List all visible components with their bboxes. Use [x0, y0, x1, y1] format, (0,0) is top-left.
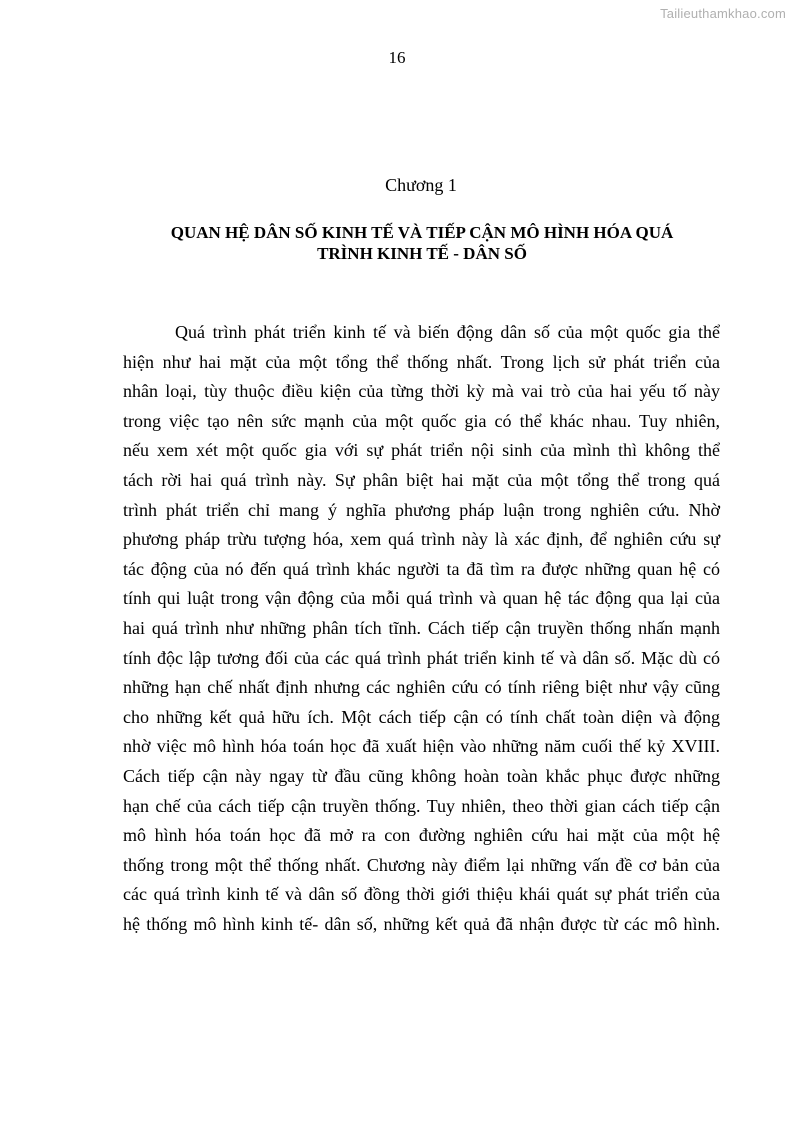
paragraph-line: hạn chế của cách tiếp cận truyền thống. Tuy nhiên, theo thời gian cách tiếp cận: [123, 795, 720, 816]
paragraph-line: phương pháp trừu tượng hóa, xem quá trình này là xác định, để nghiên cứu sự: [123, 529, 720, 550]
watermark: Tailieuthamkhao.com: [660, 6, 786, 21]
chapter-title-line: TRÌNH KINH TẾ - DÂN SỐ: [317, 244, 527, 263]
paragraph-line: tách rời hai quá trình này. Sự phân biệt hai mặt của một tổng thể trong quá: [123, 469, 720, 490]
paragraph-line: nhân loại, tùy thuộc điều kiện của từng thời kỳ mà vai trò của hai yếu tố này: [123, 381, 720, 402]
paragraph-line: tính độc lập tương đối của các quá trình phát triển kinh tế và dân số. Mặc dù có: [123, 647, 720, 668]
paragraph-line: Cách tiếp cận này ngay từ đầu cũng không hoàn toàn khắc phục được những: [123, 765, 720, 786]
paragraph-line: những hạn chế nhất định nhưng các nghiên cứu có tính riêng biệt như vậy cũng: [123, 677, 720, 698]
paragraph-line: nhờ việc mô hình hóa toán học đã xuất hiện vào những năm cuối thế kỷ XVIII.: [123, 736, 720, 757]
paragraph-line: trong việc tạo nên sức mạnh của một quốc gia có thể khác nhau. Tuy nhiên,: [123, 410, 720, 431]
paragraph-line: cho những kết quả hữu ích. Một cách tiếp cận có tính chất toàn diện và động: [123, 706, 720, 727]
paragraph-line: thống trong một thể thống nhất. Chương này điểm lại những vấn đề cơ bản của: [123, 854, 720, 875]
paragraph-line: tính qui luật trong vận động của mỗi quá trình và quan hệ tác động qua lại của: [123, 588, 720, 609]
chapter-title-line: QUAN HỆ DÂN SỐ KINH TẾ VÀ TIẾP CẬN MÔ HÌNH HÓA QUÁ: [170, 223, 674, 242]
paragraph-line: nếu xem xét một quốc gia với sự phát triển nội sinh của mình thì không thể: [123, 440, 720, 461]
paragraph-line: các quá trình kinh tế và dân số đồng thời giới thiệu khái quát sự phát triển của: [123, 884, 720, 905]
paragraph-line: hiện như hai mặt của một tổng thể thống nhất. Trong lịch sử phát triển của: [123, 351, 720, 372]
paragraph-line: mô hình hóa toán học đã mở ra con đường nghiên cứu hai mặt của một hệ: [123, 825, 720, 846]
chapter-label: Chương 1: [385, 175, 457, 195]
body-paragraph: [123, 318, 720, 939]
paragraph-line: trình phát triển chỉ mang ý nghĩa phương pháp luận trong nghiên cứu. Nhờ: [123, 499, 720, 520]
paragraph-line: Quá trình phát triển kinh tế và biến động dân số của một quốc gia thể: [175, 322, 720, 342]
paragraph-line: hai quá trình như những phân tích tĩnh. Cách tiếp cận truyền thống nhấn mạnh: [123, 617, 720, 638]
paragraph-line: tác động của nó đến quá trình khác người ta đã tìm ra được những quan hệ có: [123, 558, 720, 579]
page-number: 16: [388, 48, 406, 67]
paragraph-line: hệ thống mô hình kinh tế- dân số, những kết quả đã nhận được từ các mô hình.: [123, 913, 720, 934]
chapter-title: [120, 222, 724, 264]
